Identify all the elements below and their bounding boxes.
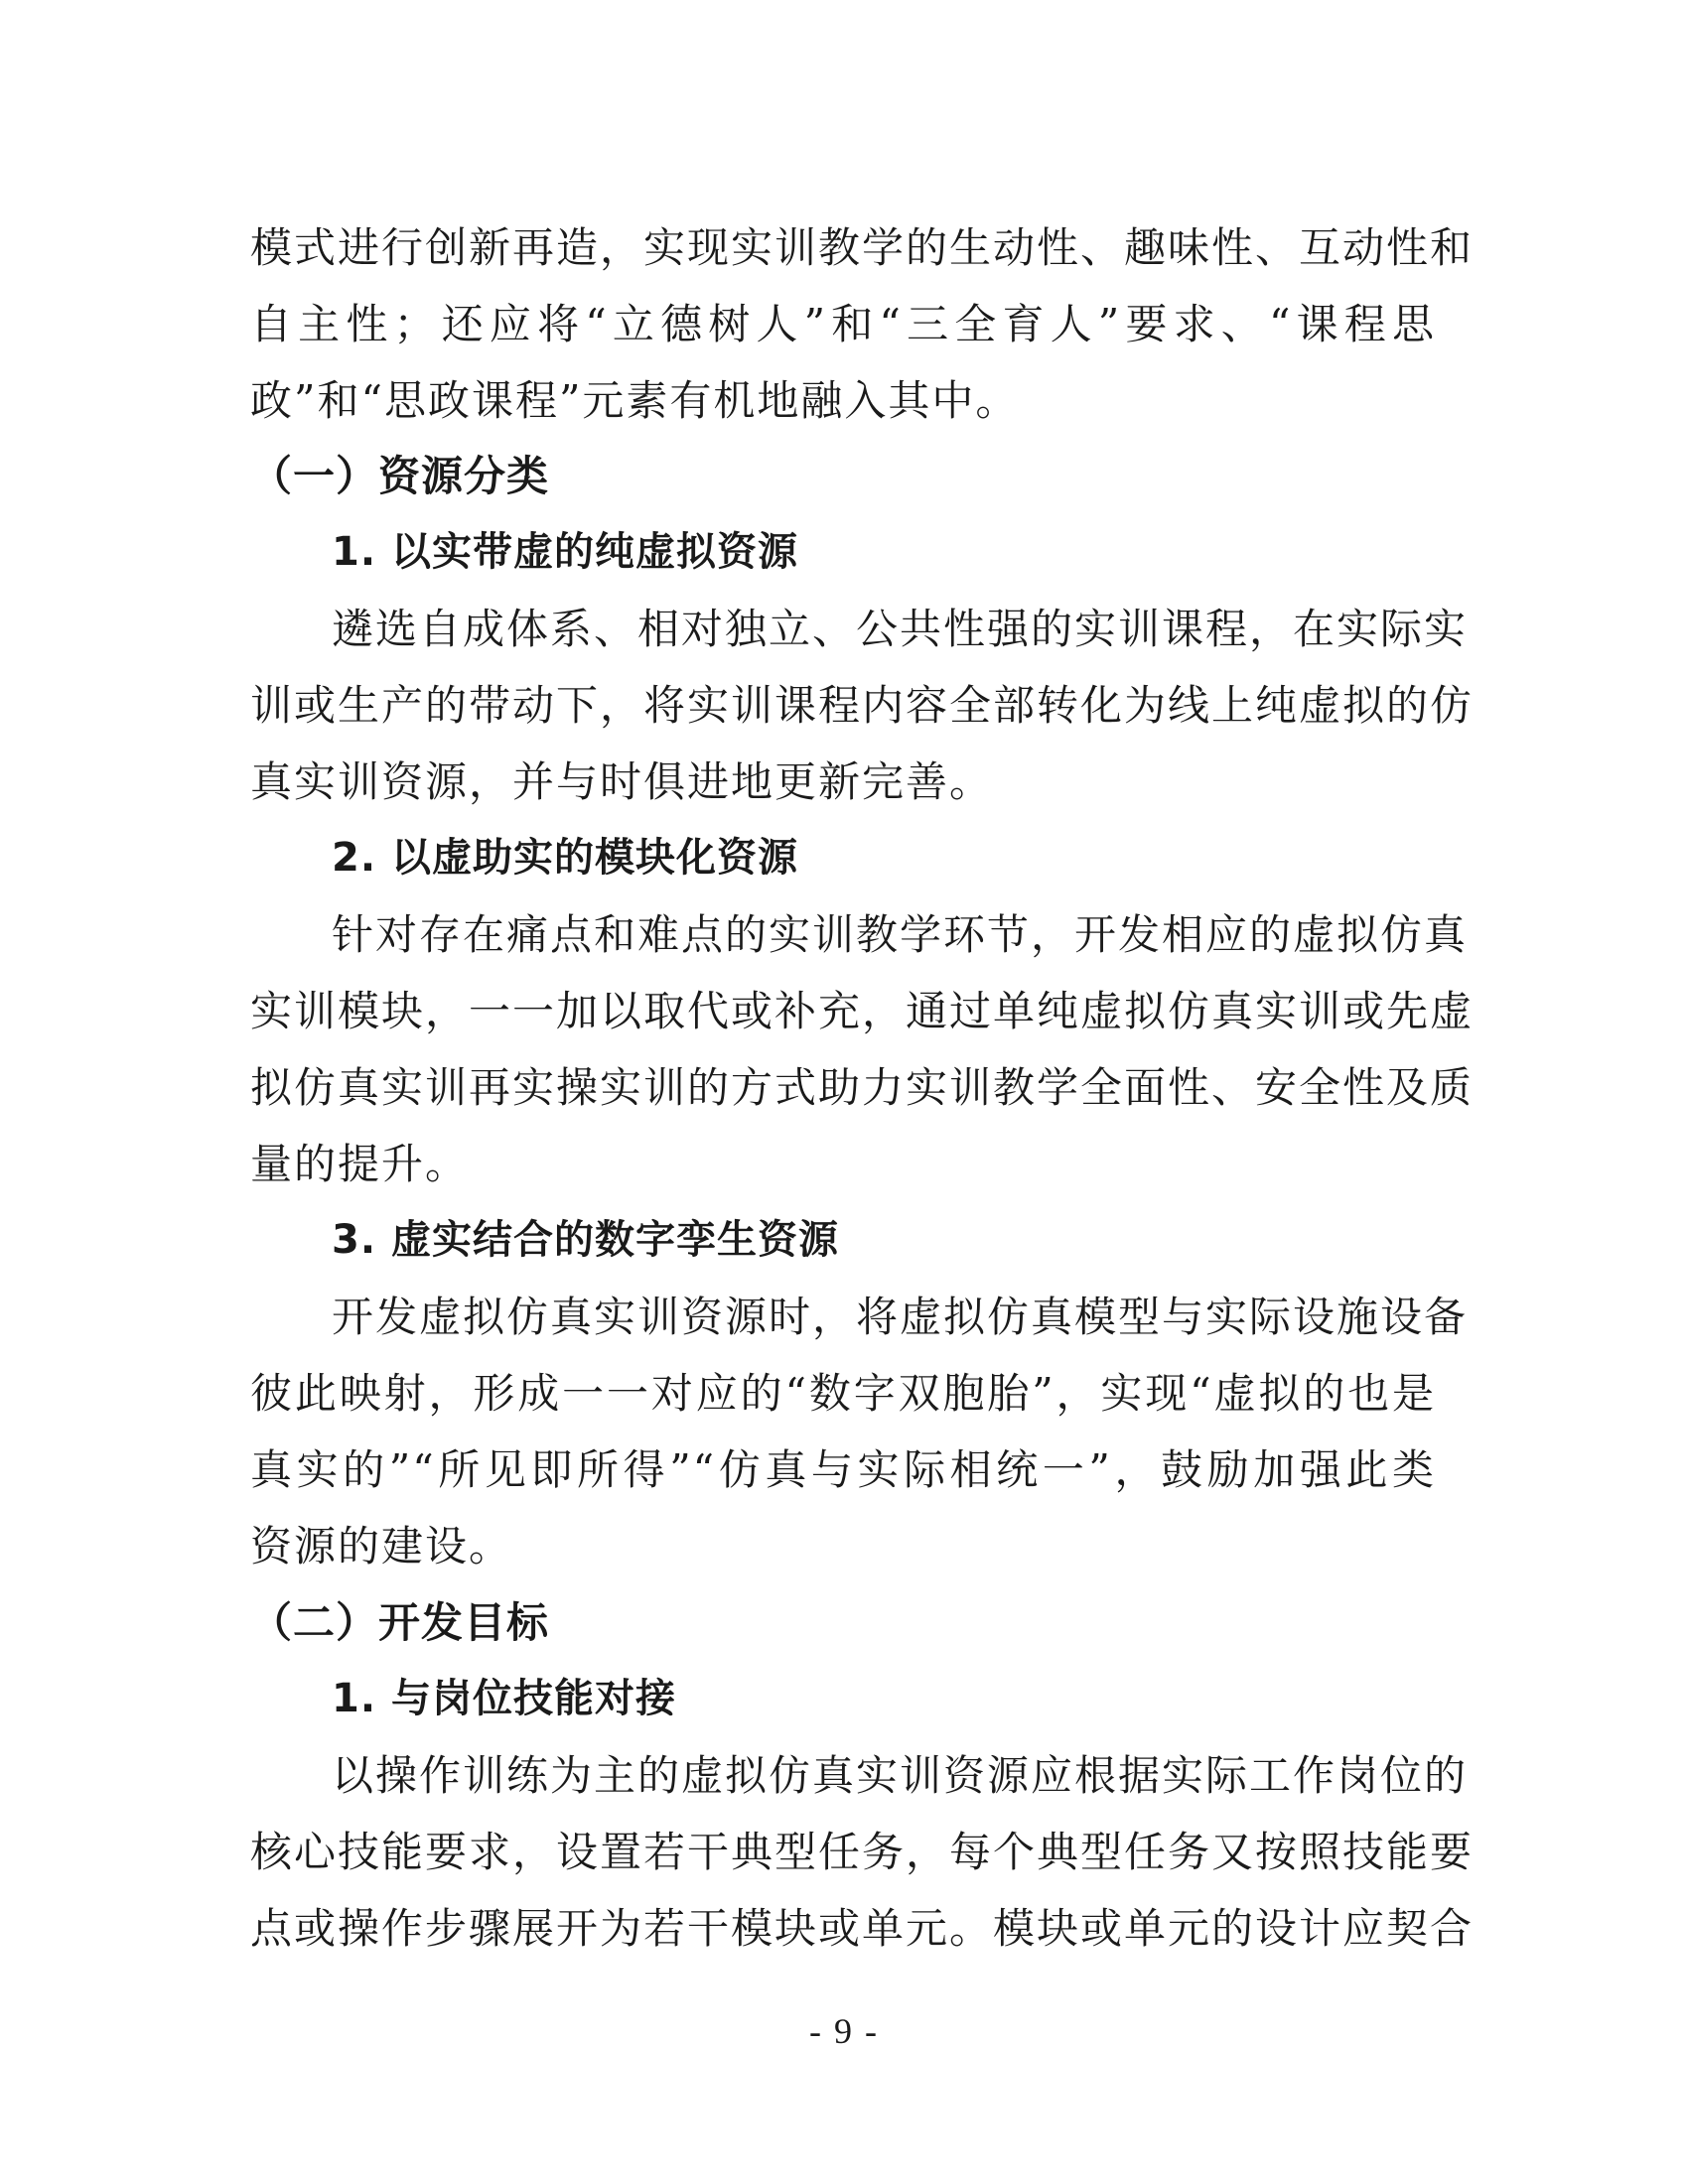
subsection-heading-virtual-resources: 1. 以实带虚的纯虚拟资源	[332, 529, 798, 575]
section-heading-resource-classification: （一）资源分类	[250, 452, 550, 500]
paragraph-line: 资源的建设。	[250, 1522, 513, 1570]
paragraph-line: 政”和“思政课程”元素有机地融入其中。	[250, 376, 1020, 425]
paragraph-line: 彼此映射，形成一一对应的“数字双胞胎”，实现“虚拟的也是	[250, 1369, 1436, 1418]
subsection-heading-job-skills: 1. 与岗位技能对接	[332, 1676, 676, 1721]
subsection-heading-modular-resources: 2. 以虚助实的模块化资源	[332, 835, 798, 881]
paragraph-line: 自主性；还应将“立德树人”和“三全育人”要求、“课程思	[250, 300, 1436, 348]
paragraph-line: 以操作训练为主的虚拟仿真实训资源应根据实际工作岗位的	[332, 1751, 1469, 1800]
paragraph-line: 真实的”“所见即所得”“仿真与实际相统一”，鼓励加强此类	[250, 1445, 1436, 1494]
section-heading-development-goals: （二）开发目标	[250, 1598, 550, 1647]
paragraph-line: 遴选自成体系、相对独立、公共性强的实训课程，在实际实	[332, 605, 1469, 653]
paragraph-line: 点或操作步骤展开为若干模块或单元。模块或单元的设计应契合	[250, 1904, 1475, 1953]
paragraph-line: 模式进行创新再造，实现实训教学的生动性、趣味性、互动性和	[250, 223, 1475, 272]
paragraph-line: 实训模块，一一加以取代或补充，通过单纯虚拟仿真实训或先虚	[250, 987, 1475, 1035]
paragraph-line: 开发虚拟仿真实训资源时，将虚拟仿真模型与实际设施设备	[332, 1293, 1469, 1341]
paragraph-line: 拟仿真实训再实操实训的方式助力实训教学全面性、安全性及质	[250, 1063, 1475, 1112]
paragraph-line: 量的提升。	[250, 1140, 470, 1188]
page-number: - 9 -	[809, 2011, 879, 2051]
paragraph-line: 训或生产的带动下，将实训课程内容全部转化为线上纯虚拟的仿	[250, 681, 1475, 730]
paragraph-line: 真实训资源，并与时俱进地更新完善。	[250, 757, 994, 806]
subsection-heading-digital-twin-resources: 3. 虚实结合的数字孪生资源	[332, 1217, 839, 1263]
paragraph-line: 针对存在痛点和难点的实训教学环节，开发相应的虚拟仿真	[332, 910, 1469, 959]
paragraph-line: 核心技能要求，设置若干典型任务，每个典型任务又按照技能要	[250, 1828, 1475, 1876]
